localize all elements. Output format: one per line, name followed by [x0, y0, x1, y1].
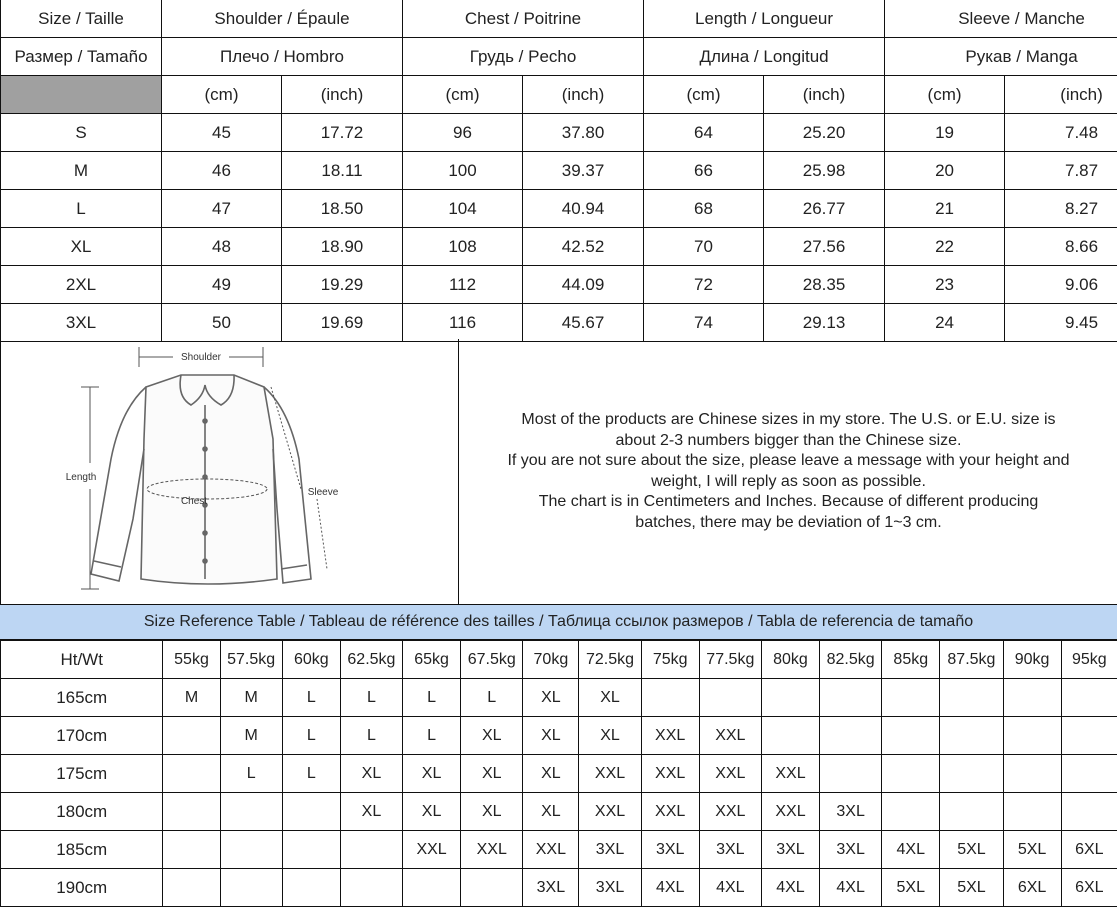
measurement-cell: 64	[644, 114, 764, 152]
measurement-cell: 25.98	[764, 152, 885, 190]
recommended-size-cell: XXL	[699, 755, 761, 793]
recommended-size-cell	[163, 869, 220, 907]
weight-header-cell: 82.5kg	[820, 641, 882, 679]
measurement-cell: 19.29	[282, 266, 403, 304]
recommended-size-cell: 5XL	[940, 869, 1003, 907]
measurement-cell: 39.37	[523, 152, 644, 190]
recommended-size-cell: XL	[403, 793, 461, 831]
measurement-cell: 104	[403, 190, 523, 228]
weight-header-cell: 55kg	[163, 641, 220, 679]
recommended-size-cell	[163, 831, 220, 869]
recommended-size-cell: XXL	[579, 793, 641, 831]
measurement-cell: 45.67	[523, 304, 644, 342]
size-header-row-2	[1, 38, 1117, 76]
recommended-size-cell	[882, 717, 940, 755]
reference-row	[1, 831, 1117, 869]
size-body	[1, 114, 1117, 342]
note-line: about 2-3 numbers bigger than the Chinese size.	[615, 431, 962, 449]
recommended-size-cell: 4XL	[699, 869, 761, 907]
measurement-cell: 8.27	[1005, 190, 1117, 228]
recommended-size-cell: XL	[579, 679, 641, 717]
height-cell: 175cm	[1, 755, 163, 793]
recommended-size-cell	[940, 679, 1003, 717]
measurement-cell: 7.87	[1005, 152, 1117, 190]
recommended-size-cell: XXL	[641, 793, 699, 831]
recommended-size-cell	[1061, 755, 1117, 793]
measurement-cell: 68	[644, 190, 764, 228]
measurement-cell: 21	[885, 190, 1005, 228]
recommended-size-cell	[282, 831, 340, 869]
size-label-cell: M	[1, 152, 162, 190]
height-cell: 185cm	[1, 831, 163, 869]
recommended-size-cell: XL	[403, 755, 461, 793]
header-sleeve: Sleeve / Manche	[885, 0, 1117, 38]
reference-row	[1, 717, 1117, 755]
weight-header-cell: 95kg	[1061, 641, 1117, 679]
recommended-size-cell	[163, 717, 220, 755]
recommended-size-cell: L	[340, 679, 402, 717]
size-row	[1, 266, 1117, 304]
recommended-size-cell: XXL	[641, 717, 699, 755]
header-chest-ru: Грудь / Pecho	[403, 38, 644, 76]
recommended-size-cell: XL	[523, 717, 579, 755]
size-row	[1, 190, 1117, 228]
recommended-size-cell: XXL	[641, 755, 699, 793]
weight-header-cell: 72.5kg	[579, 641, 641, 679]
height-cell: 180cm	[1, 793, 163, 831]
header-shoulder: Shoulder / Épaule	[162, 0, 403, 38]
height-cell: 190cm	[1, 869, 163, 907]
measurement-cell: 9.06	[1005, 266, 1117, 304]
recommended-size-cell: M	[163, 679, 220, 717]
size-reference-table	[0, 640, 1117, 907]
recommended-size-cell	[820, 717, 882, 755]
measurement-cell: 100	[403, 152, 523, 190]
recommended-size-cell: L	[220, 755, 282, 793]
size-label-cell: XL	[1, 228, 162, 266]
recommended-size-cell: 5XL	[940, 831, 1003, 869]
measurement-cell: 20	[885, 152, 1005, 190]
size-measurement-table	[0, 0, 1117, 342]
measurement-cell: 19	[885, 114, 1005, 152]
recommended-size-cell: XL	[523, 755, 579, 793]
recommended-size-cell	[882, 755, 940, 793]
recommended-size-cell: XXL	[761, 755, 819, 793]
recommended-size-cell	[461, 869, 523, 907]
reference-header-row	[1, 641, 1117, 679]
header-length-ru: Длина / Longitud	[644, 38, 885, 76]
measurement-cell: 28.35	[764, 266, 885, 304]
unit-cell: (cm)	[644, 76, 764, 114]
recommended-size-cell	[220, 793, 282, 831]
measurement-cell: 70	[644, 228, 764, 266]
recommended-size-cell	[1061, 793, 1117, 831]
header-chest: Chest / Poitrine	[403, 0, 644, 38]
header-sleeve-ru: Рукав / Manga	[885, 38, 1117, 76]
weight-header-cell: 70kg	[523, 641, 579, 679]
recommended-size-cell	[163, 755, 220, 793]
header-shoulder-ru: Плечо / Hombro	[162, 38, 403, 76]
size-label-cell: S	[1, 114, 162, 152]
recommended-size-cell: 6XL	[1061, 869, 1117, 907]
measurement-cell: 18.90	[282, 228, 403, 266]
note-line: The chart is in Centimeters and Inches. Because of different producing	[538, 493, 1039, 510]
shirt-diagram	[0, 339, 459, 604]
unit-cell: (inch)	[1005, 76, 1117, 114]
measurement-cell: 8.66	[1005, 228, 1117, 266]
measurement-cell: 18.50	[282, 190, 403, 228]
recommended-size-cell: 3XL	[579, 831, 641, 869]
reference-table-title: Size Reference Table / Tableau de référence des tailles / Таблица ссылок размеров / Tabla de referencia de tamaño	[0, 604, 1117, 640]
size-label-cell: L	[1, 190, 162, 228]
size-notes	[460, 339, 1117, 604]
height-cell: 165cm	[1, 679, 163, 717]
recommended-size-cell: 3XL	[523, 869, 579, 907]
recommended-size-cell	[1003, 679, 1061, 717]
note-line: weight, I will reply as soon as possible.	[651, 472, 926, 490]
recommended-size-cell	[163, 793, 220, 831]
recommended-size-cell	[1061, 717, 1117, 755]
weight-header-cell: 57.5kg	[220, 641, 282, 679]
recommended-size-cell	[940, 717, 1003, 755]
measurement-cell: 66	[644, 152, 764, 190]
recommended-size-cell	[699, 679, 761, 717]
recommended-size-cell: 3XL	[820, 793, 882, 831]
recommended-size-cell: XL	[579, 717, 641, 755]
measurement-cell: 17.72	[282, 114, 403, 152]
unit-cell: (cm)	[162, 76, 282, 114]
measurement-cell: 49	[162, 266, 282, 304]
recommended-size-cell: XXL	[579, 755, 641, 793]
recommended-size-cell: 3XL	[641, 831, 699, 869]
weight-header-cell: 90kg	[1003, 641, 1061, 679]
measurement-cell: 22	[885, 228, 1005, 266]
recommended-size-cell: 6XL	[1061, 831, 1117, 869]
recommended-size-cell	[340, 869, 402, 907]
recommended-size-cell: XL	[340, 793, 402, 831]
weight-header-cell: 87.5kg	[940, 641, 1003, 679]
recommended-size-cell: 5XL	[1003, 831, 1061, 869]
recommended-size-cell	[820, 679, 882, 717]
weight-header-cell: 60kg	[282, 641, 340, 679]
reference-row	[1, 755, 1117, 793]
recommended-size-cell	[761, 717, 819, 755]
size-row	[1, 228, 1117, 266]
unit-cell: (inch)	[764, 76, 885, 114]
recommended-size-cell: XXL	[699, 717, 761, 755]
recommended-size-cell: XL	[523, 679, 579, 717]
unit-cell: (inch)	[523, 76, 644, 114]
reference-body	[1, 641, 1117, 907]
measurement-cell: 27.56	[764, 228, 885, 266]
recommended-size-cell	[340, 831, 402, 869]
weight-header-cell: 62.5kg	[340, 641, 402, 679]
measurement-cell: 26.77	[764, 190, 885, 228]
size-row	[1, 114, 1117, 152]
measurement-cell: 116	[403, 304, 523, 342]
measurement-cell: 9.45	[1005, 304, 1117, 342]
label-shoulder: Shoulder	[180, 352, 222, 363]
recommended-size-cell	[1061, 679, 1117, 717]
measurement-cell: 37.80	[523, 114, 644, 152]
measurement-cell: 112	[403, 266, 523, 304]
units-row	[1, 76, 1117, 114]
recommended-size-cell	[940, 793, 1003, 831]
measurement-cell: 46	[162, 152, 282, 190]
recommended-size-cell: L	[282, 679, 340, 717]
recommended-size-cell: L	[282, 755, 340, 793]
size-label-cell: 3XL	[1, 304, 162, 342]
measurement-cell: 19.69	[282, 304, 403, 342]
label-length: Length	[65, 472, 97, 483]
weight-header-cell: 77.5kg	[699, 641, 761, 679]
recommended-size-cell: L	[403, 679, 461, 717]
reference-row	[1, 793, 1117, 831]
ht-wt-header: Ht/Wt	[1, 641, 163, 679]
recommended-size-cell: 3XL	[820, 831, 882, 869]
recommended-size-cell	[1003, 717, 1061, 755]
recommended-size-cell: 3XL	[699, 831, 761, 869]
recommended-size-cell	[1003, 755, 1061, 793]
recommended-size-cell: XXL	[523, 831, 579, 869]
note-line: batches, there may be deviation of 1~3 cm.	[635, 513, 942, 531]
recommended-size-cell: XL	[461, 793, 523, 831]
recommended-size-cell: XXL	[761, 793, 819, 831]
measurement-cell: 74	[644, 304, 764, 342]
note-line: Most of the products are Chinese sizes in my store. The U.S. or E.U. size is	[521, 411, 1056, 428]
label-chest: Chest	[180, 496, 208, 507]
recommended-size-cell: 3XL	[761, 831, 819, 869]
recommended-size-cell	[940, 755, 1003, 793]
size-row	[1, 152, 1117, 190]
recommended-size-cell: XXL	[403, 831, 461, 869]
recommended-size-cell	[220, 831, 282, 869]
recommended-size-cell	[282, 869, 340, 907]
recommended-size-cell	[882, 679, 940, 717]
size-header-row-1	[1, 0, 1117, 38]
measurement-cell: 96	[403, 114, 523, 152]
unit-cell: (inch)	[282, 76, 403, 114]
unit-cell: (cm)	[885, 76, 1005, 114]
unit-cell: (cm)	[403, 76, 523, 114]
weight-header-cell: 65kg	[403, 641, 461, 679]
measurement-cell: 42.52	[523, 228, 644, 266]
measurement-cell: 47	[162, 190, 282, 228]
measurement-cell: 45	[162, 114, 282, 152]
weight-header-cell: 80kg	[761, 641, 819, 679]
measurement-cell: 108	[403, 228, 523, 266]
measurement-cell: 7.48	[1005, 114, 1117, 152]
recommended-size-cell: 4XL	[882, 831, 940, 869]
note-line: If you are not sure about the size, please leave a message with your height and	[507, 452, 1070, 469]
recommended-size-cell: 4XL	[761, 869, 819, 907]
label-sleeve: Sleeve	[307, 487, 339, 498]
reference-row	[1, 679, 1117, 717]
weight-header-cell: 85kg	[882, 641, 940, 679]
shirt-diagram-svg	[1, 339, 460, 604]
recommended-size-cell: L	[282, 717, 340, 755]
recommended-size-cell	[403, 869, 461, 907]
size-row	[1, 304, 1117, 342]
measurement-cell: 24	[885, 304, 1005, 342]
measurement-cell: 29.13	[764, 304, 885, 342]
recommended-size-cell	[641, 679, 699, 717]
recommended-size-cell: L	[403, 717, 461, 755]
reference-row	[1, 869, 1117, 907]
height-cell: 170cm	[1, 717, 163, 755]
recommended-size-cell: 4XL	[641, 869, 699, 907]
measurement-cell: 50	[162, 304, 282, 342]
info-section	[0, 339, 1117, 604]
recommended-size-cell	[761, 679, 819, 717]
recommended-size-cell: XL	[340, 755, 402, 793]
recommended-size-cell: XL	[523, 793, 579, 831]
recommended-size-cell: 3XL	[579, 869, 641, 907]
weight-header-cell: 67.5kg	[461, 641, 523, 679]
measurement-cell: 40.94	[523, 190, 644, 228]
weight-header-cell: 75kg	[641, 641, 699, 679]
recommended-size-cell: 6XL	[1003, 869, 1061, 907]
recommended-size-cell	[282, 793, 340, 831]
measurement-cell: 18.11	[282, 152, 403, 190]
gray-cell	[1, 76, 162, 114]
measurement-cell: 23	[885, 266, 1005, 304]
header-size-ru: Размер / Tamaño	[1, 38, 162, 76]
recommended-size-cell: XXL	[699, 793, 761, 831]
recommended-size-cell: XL	[461, 755, 523, 793]
recommended-size-cell: M	[220, 717, 282, 755]
recommended-size-cell: M	[220, 679, 282, 717]
measurement-cell: 25.20	[764, 114, 885, 152]
measurement-cell: 72	[644, 266, 764, 304]
recommended-size-cell: 5XL	[882, 869, 940, 907]
measurement-cell: 44.09	[523, 266, 644, 304]
recommended-size-cell	[820, 755, 882, 793]
measurement-cell: 48	[162, 228, 282, 266]
recommended-size-cell	[882, 793, 940, 831]
header-size: Size / Taille	[1, 0, 162, 38]
size-label-cell: 2XL	[1, 266, 162, 304]
recommended-size-cell: XXL	[461, 831, 523, 869]
recommended-size-cell	[1003, 793, 1061, 831]
header-length: Length / Longueur	[644, 0, 885, 38]
recommended-size-cell	[220, 869, 282, 907]
recommended-size-cell: XL	[461, 717, 523, 755]
recommended-size-cell: 4XL	[820, 869, 882, 907]
recommended-size-cell: L	[461, 679, 523, 717]
recommended-size-cell: L	[340, 717, 402, 755]
